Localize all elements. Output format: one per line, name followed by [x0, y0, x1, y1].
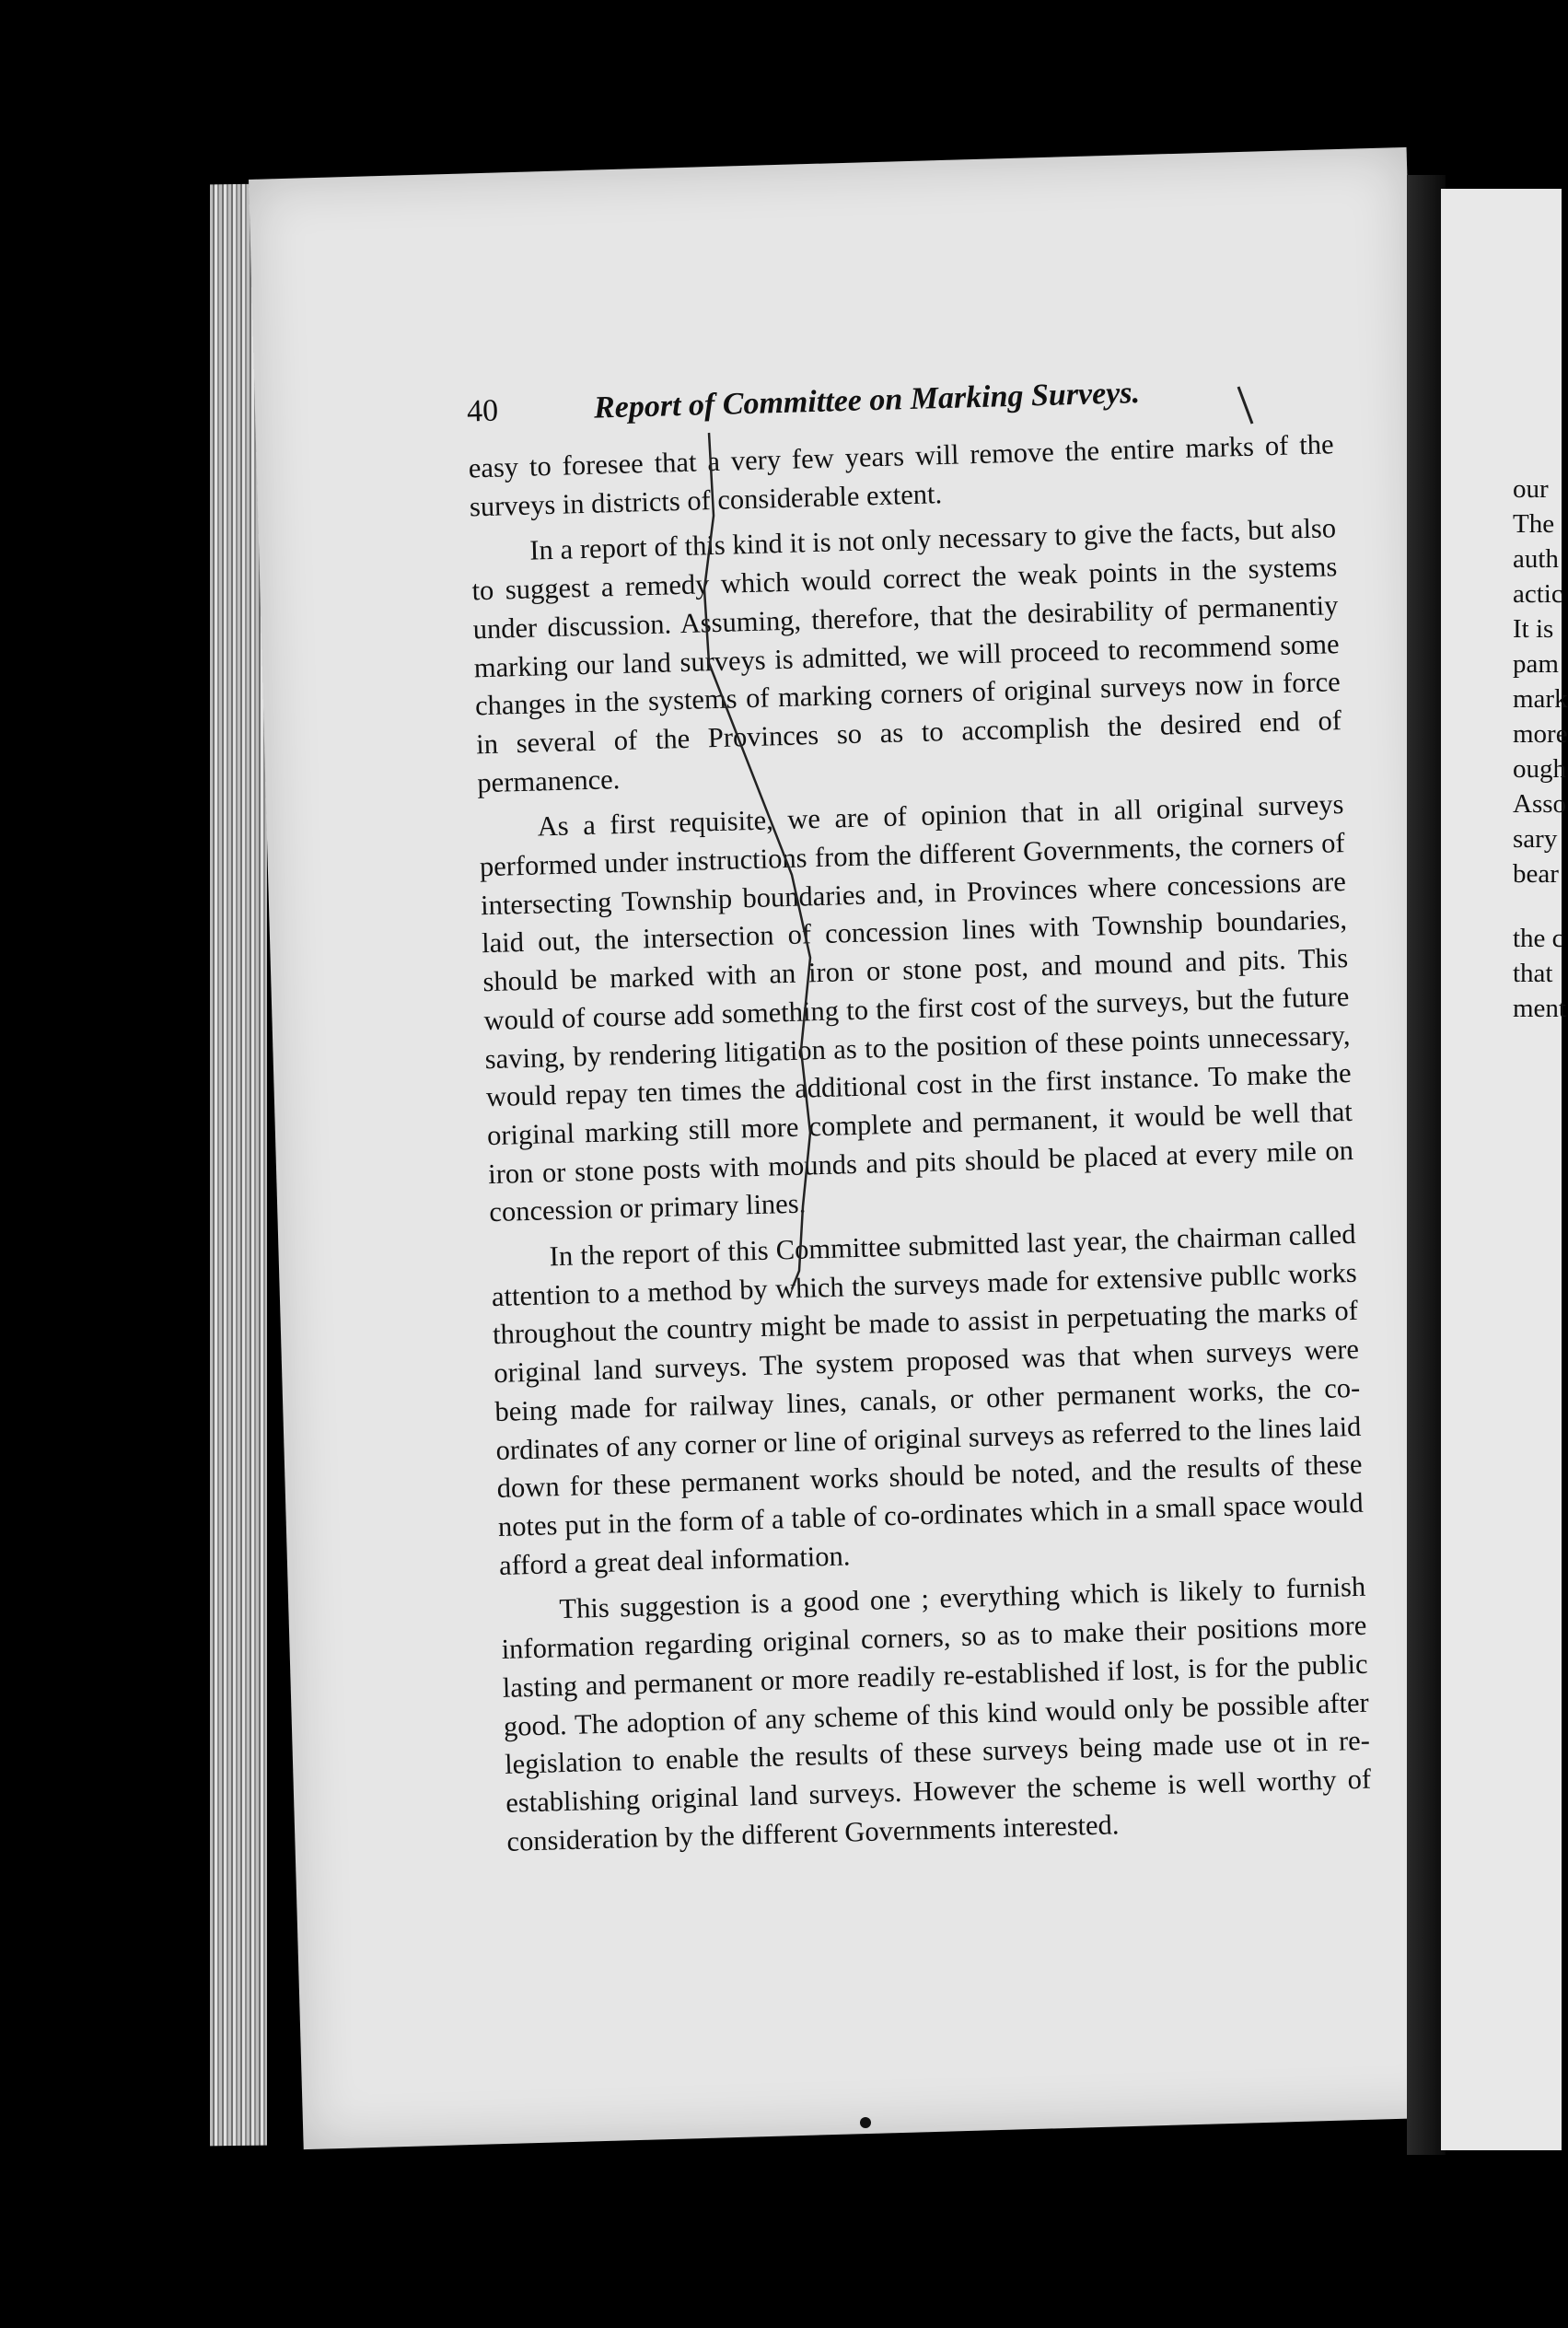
- facing-page-fragment: ment: [1513, 994, 1566, 1023]
- paragraph: In the report of this Committee submitted last year, the chairman called attention to a method by which the surveys made for extensive publlc works throughout the country might be made to assist in perpetuating the marks of original land surveys. The system proposed was that when surveys were being made for railway lines, canals, or other permanent works, the co-ordinates of any corner or line of original surveys as referred to the lines laid down for these permanent works should be noted, and the results of these notes put in the form of a table of co-ordinates which in a small space would afford a great deal information.: [491, 1217, 1365, 1581]
- facing-page-fragment: that: [1513, 959, 1553, 988]
- facing-page-fragment: actic: [1513, 579, 1563, 609]
- paragraph-continuation: easy to foresee that a very few years will remove the entire marks of the surveys in districts of considerable extent.: [468, 428, 1334, 523]
- facing-page-fragment: more: [1513, 719, 1568, 749]
- book-gutter: [1407, 175, 1446, 2155]
- facing-page-fragment: the c: [1513, 924, 1564, 953]
- facing-page-fragment: mark: [1513, 684, 1568, 714]
- page-number: 40: [466, 393, 499, 429]
- facing-page-fragment: It is: [1513, 614, 1554, 644]
- running-title: Report of Committee on Marking Surveys.: [593, 376, 1141, 425]
- facing-page-fragment: ough: [1513, 754, 1566, 784]
- paragraph: As a first requisite, we are of opinion that in all original surveys performed under instructions from the different Governments, the corners of intersecting Township boundaries and, in Provinces where concessions are laid out, the intersection of concession lines with Township boundaries, should be marked with an iron or stone post, and mound and pits. This would of course add something to the first cost of the surveys, but the future saving, by rendering litigation as to the position of these points unnecessary, would repay ten times the additional cost in the first instance. To make the original marking still more complete and permanent, it would be well that iron or stone posts with mounds and pits should be placed at every mile on concession or primary lines.: [479, 788, 1354, 1228]
- facing-page-fragment: pam: [1513, 649, 1559, 679]
- facing-page-fragment: The: [1513, 509, 1555, 539]
- body-text: [468, 425, 1372, 1861]
- facing-page-fragment: Asso: [1513, 789, 1567, 819]
- book-page: [249, 147, 1461, 2149]
- facing-page-fragment: auth: [1513, 544, 1559, 574]
- paragraph: In a report of this kind it is not only necessary to give the facts, but also to suggest a remedy which would correct the weak points in the systems under discussion. Assuming, therefore, that the desirability of permanentiy marking our land surveys is admitted, we will proceed to recommend some changes in the systems of marking corners of original surveys now in force in several of the Provinces so as to accomplish the desired end of permanence.: [471, 512, 1342, 798]
- facing-page-fragment: our: [1513, 474, 1549, 504]
- facing-page-fragment: sary: [1513, 824, 1558, 854]
- paragraph: This suggestion is a good one ; everything which is likely to furnish information regarding original corners, so as to make their positions more lasting and permanent or more readily re-established if lost, is for the public good. The adoption of any scheme of this kind would only be possible after legislation to enable the results of these surveys being made use ot in re-establishing original land surveys. However the scheme is well worthy of consideration by the different Governments interested.: [501, 1571, 1372, 1857]
- facing-page-fragment: bear: [1513, 859, 1559, 889]
- facing-page: [1441, 189, 1568, 2150]
